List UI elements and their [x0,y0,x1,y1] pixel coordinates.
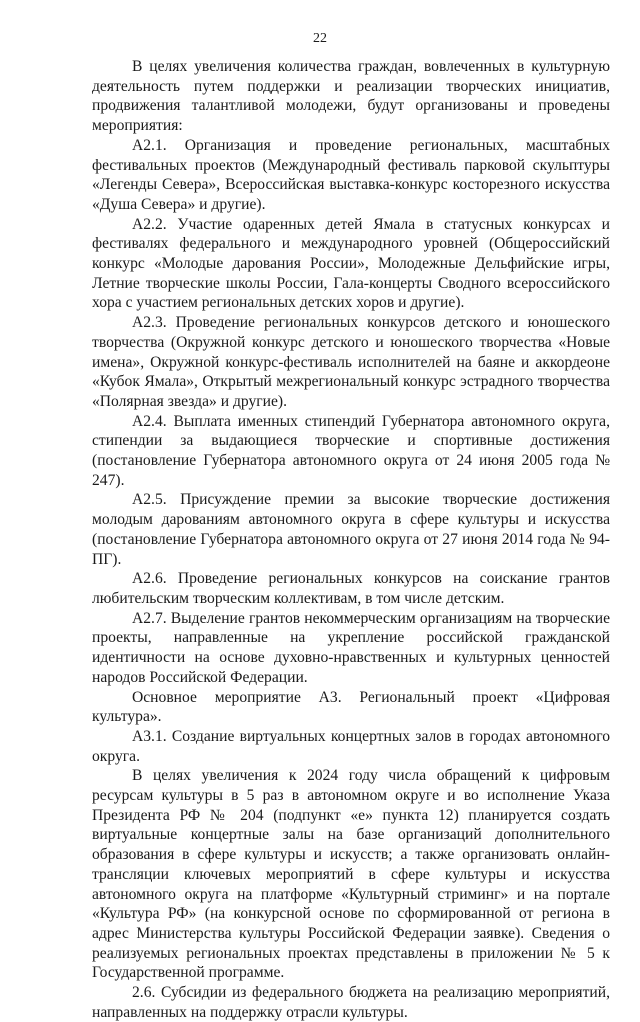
paragraph-a2-2: А2.2. Участие одаренных детей Ямала в статусных конкурсах и фестивалях федерального и международного уровней (Общероссийский конкурс «Молодые дарования России», Молодежные Дельфийские игры, Летние творческие школы России, Гала-концерты Сводного всероссийского хора с участием региональных детских хоров и другие). [92,215,610,312]
paragraph-section-2-6: 2.6. Субсидии из федерального бюджета на реализацию мероприятий, направленных на поддержку отрасли культуры. [92,984,610,1021]
paragraph-a2-1: А2.1. Организация и проведение региональных, масштабных фестивальных проектов (Международный фестиваль парковой скульптуры «Легенды Севера», Всероссийская выставка-конкурс косторезного искусства «Душа Севера» и другие). [92,136,610,213]
paragraph-a2-6: А2.6. Проведение региональных конкурсов на соискание грантов любительским творческим коллективам, в том числе детским. [92,570,610,607]
paragraph-a3: Основное мероприятие А3. Региональный проект «Цифровая культура». [92,688,610,726]
paragraph-intro: В целях увеличения количества граждан, вовлеченных в культурную деятельность путем поддержки и реализации творческих инициатив, продвижения талантливой молодежи, будут организованы и проведены мероприятия: [92,58,610,135]
paragraph-a2-4: А2.4. Выплата именных стипендий Губернатора автономного округа, стипендии за выдающиеся творческие и спортивные достижения (постановление Губернатора автономного округа от 24 июня 2005 года № 247). [92,412,610,489]
page-number: 22 [313,31,327,46]
paragraph-a2-7: А2.7. Выделение грантов некоммерческим организациям на творческие проекты, направленные на укрепление российской гражданской идентичности на основе духовно-нравственных и культурных ценностей народов Российской Федерации. [92,609,610,686]
document-body [92,57,610,1022]
paragraph-a3-1: А3.1. Создание виртуальных концертных залов в городах автономного округа. [92,727,610,765]
paragraph-digital-culture: В целях увеличения к 2024 году числа обращений к цифровым ресурсам культуры в 5 раз в автономном округе и во исполнение Указа Президента РФ № 204 (подпункт «е» пункта 12) планируется создать виртуальные концертные залы на базе организаций дополнительного образования в сфере культуры и искусств; а также организовать онлайн-трансляции ключевых мероприятий в сфере культуры и искусства автономного округа на платформе «Культурный стриминг» и на портале «Культура РФ» (на конкурсной основе по сформированной от региона в адрес Министерства культуры Российской Федерации заявке). Сведения о реализуемых региональных проектах представлены в приложении № 5 к Государственной программе. [92,767,610,982]
paragraph-a2-3: А2.3. Проведение региональных конкурсов детского и юношеского творчества (Окружной конкурс детского и юношеского творчества «Новые имена», Окружной конкурс-фестиваль исполнителей на баяне и аккордеоне «Кубок Ямала», Открытый межрегиональный конкурс эстрадного творчества «Полярная звезда» и другие). [92,314,610,410]
paragraph-a2-5: А2.5. Присуждение премии за высокие творческие достижения молодым дарованиям автономного округа в сфере культуры и искусства (постановление Губернатора автономного округа от 27 июня 2014 года № 94-ПГ). [92,491,610,568]
